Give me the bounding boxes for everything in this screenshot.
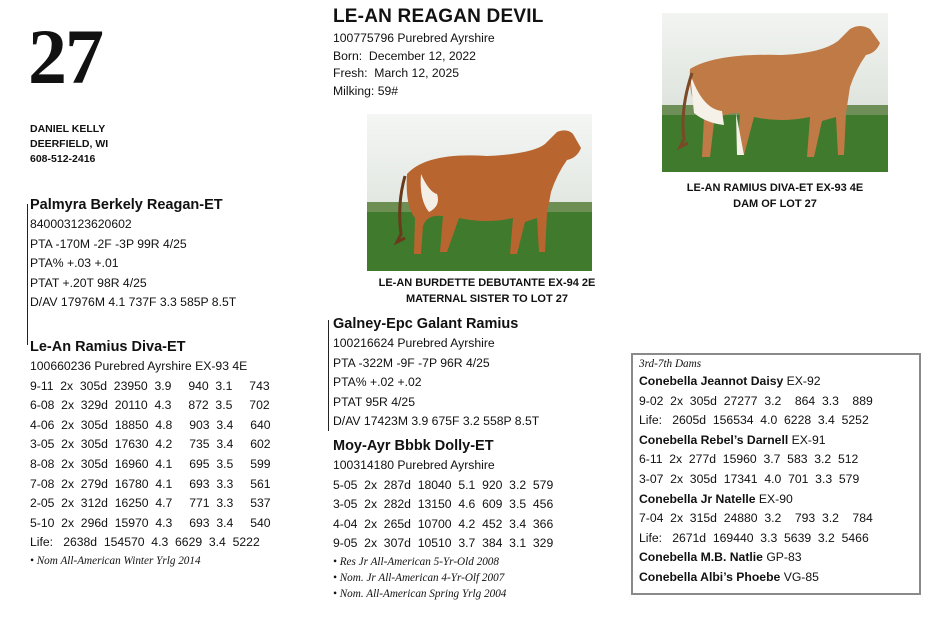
dam-entry-name bbox=[639, 548, 873, 568]
dam-record: 8-08 2x 305d 16960 4.1 695 3.5 599 bbox=[30, 456, 271, 471]
dams-box bbox=[631, 353, 921, 595]
dam-entry-record: Life: 2605d 156534 4.0 6228 3.4 5252 bbox=[639, 413, 869, 428]
granddam-note: • Nom. All-American Spring Yrlg 2004 bbox=[333, 588, 507, 601]
granddam-record: 9-05 2x 307d 10510 3.7 384 3.1 329 bbox=[333, 536, 554, 551]
granddam-record: 3-05 2x 282d 13150 4.6 609 3.5 456 bbox=[333, 497, 554, 512]
granddam-record: 4-04 2x 265d 10700 4.2 452 3.4 366 bbox=[333, 516, 554, 531]
dam-record: 5-10 2x 296d 15970 4.3 693 3.4 540 bbox=[30, 515, 271, 530]
granddam-note: • Res Jr All-American 5-Yr-Old 2008 bbox=[333, 555, 499, 568]
grandsire-line: D/AV 17423M 3.9 675F 3.2 558P 8.5T bbox=[333, 414, 540, 429]
dam-entry-name bbox=[639, 490, 873, 510]
granddam-record: 5-05 2x 287d 18040 5.1 920 3.2 579 bbox=[333, 477, 554, 492]
dam-line: 100660236 Purebred Ayrshire EX-93 4E bbox=[30, 359, 248, 373]
dam-entry-title: Conebella Albi’s Phoebe bbox=[639, 569, 781, 584]
dam-entry-grade: EX-91 bbox=[791, 432, 826, 447]
dam-name: Le-An Ramius Diva-ET bbox=[30, 339, 186, 355]
dam-entry-record: 7-04 2x 315d 24880 3.2 793 3.2 784 bbox=[639, 511, 873, 526]
dam-entry-name bbox=[639, 431, 873, 451]
sire-line: PTAT +.20T 98R 4/25 bbox=[30, 275, 147, 290]
dam-entry-record: 6-11 2x 277d 15960 3.7 583 3.2 512 bbox=[639, 452, 859, 467]
dam-entry-name bbox=[639, 372, 873, 392]
consignor-phone: 608-512-2416 bbox=[30, 153, 96, 165]
sire-line: 840003123620602 bbox=[30, 217, 132, 231]
dam-caption-line: LE-AN RAMIUS DIVA-ET EX-93 4E bbox=[686, 182, 864, 194]
dam-lifetime: Life: 2638d 154570 4.3 6629 3.4 5222 bbox=[30, 535, 260, 550]
sire-block bbox=[30, 195, 236, 313]
dam-entry-record: 3-07 2x 305d 17341 4.0 701 3.3 579 bbox=[639, 471, 860, 486]
sire-line: D/AV 17976M 4.1 737F 3.3 585P 8.5T bbox=[30, 295, 237, 310]
animal-milking: Milking: 59# bbox=[333, 83, 399, 98]
sister-caption-line: MATERNAL SISTER TO LOT 27 bbox=[406, 293, 568, 305]
dam-entry-record: 9-02 2x 305d 27277 3.2 864 3.3 889 bbox=[639, 393, 873, 408]
dam-entry-title: Conebella M.B. Natlie bbox=[639, 550, 763, 565]
dam-entry-title: Conebella Jr Natelle bbox=[639, 491, 756, 506]
dam-entry-grade: GP-83 bbox=[766, 550, 802, 565]
lot-number: 27 bbox=[28, 13, 102, 100]
grandsire-line: 100216624 Purebred Ayrshire bbox=[333, 336, 495, 350]
cow-photo-illustration bbox=[367, 114, 592, 271]
granddam-note: • Nom. Jr All-American 4-Yr-Olf 2007 bbox=[333, 572, 505, 585]
granddam-block bbox=[333, 436, 553, 603]
dam-entry-name bbox=[639, 568, 873, 588]
animal-details bbox=[333, 30, 495, 100]
dam-caption-line: DAM OF LOT 27 bbox=[733, 198, 817, 210]
consignor-name: DANIEL KELLY bbox=[30, 123, 106, 135]
dam-photo bbox=[662, 13, 888, 172]
animal-reg: 100775796 Purebred Ayrshire bbox=[333, 31, 495, 45]
sister-caption bbox=[367, 275, 607, 307]
dam-block bbox=[30, 337, 271, 569]
granddam-name: Moy-Ayr Bbbk Dolly-ET bbox=[333, 438, 494, 454]
dam-entry-grade: EX-92 bbox=[786, 374, 821, 388]
sire-line: PTA% +.03 +.01 bbox=[30, 256, 119, 271]
dam-record: 3-05 2x 305d 17630 4.2 735 3.4 602 bbox=[30, 437, 271, 452]
dam-entry-record: Life: 2671d 169440 3.3 5639 3.2 5466 bbox=[639, 530, 869, 545]
consignor-info bbox=[30, 122, 108, 167]
animal-name: LE-AN REAGAN DEVIL bbox=[333, 6, 544, 27]
grandsire-name: Galney-Epc Galant Ramius bbox=[333, 316, 519, 332]
grandsire-block bbox=[333, 314, 539, 432]
dam-entry-grade: EX-90 bbox=[758, 491, 793, 506]
dam-entry-title: Conebella Jeannot Daisy bbox=[639, 374, 784, 388]
dam-record: 6-08 2x 329d 20110 4.3 872 3.5 702 bbox=[30, 398, 270, 413]
animal-fresh: Fresh: March 12, 2025 bbox=[333, 66, 459, 80]
consignor-location: DEERFIELD, WI bbox=[30, 138, 109, 150]
grandsire-line: PTAT 95R 4/25 bbox=[333, 394, 415, 409]
grandsire-line: PTA -322M -9F -7P 96R 4/25 bbox=[333, 355, 490, 370]
pedigree-bar-sire bbox=[27, 204, 28, 345]
animal-born: Born: December 12, 2022 bbox=[333, 48, 476, 63]
dam-record: 9-11 2x 305d 23950 3.9 940 3.1 743 bbox=[30, 378, 270, 393]
dams-box-heading: 3rd-7th Dams bbox=[639, 358, 702, 370]
grandsire-line: PTA% +.02 +.02 bbox=[333, 375, 422, 390]
cow-photo-illustration bbox=[662, 13, 888, 172]
dam-note: • Nom All-American Winter Yrlg 2014 bbox=[30, 554, 201, 567]
sire-name: Palmyra Berkely Reagan-ET bbox=[30, 197, 223, 213]
dam-record: 7-08 2x 279d 16780 4.1 693 3.3 561 bbox=[30, 476, 271, 491]
sire-line: PTA -170M -2F -3P 99R 4/25 bbox=[30, 236, 187, 251]
pedigree-bar-grandsire bbox=[328, 320, 329, 431]
granddam-line: 100314180 Purebred Ayrshire bbox=[333, 458, 495, 472]
dam-caption bbox=[662, 180, 888, 212]
sister-photo bbox=[367, 114, 592, 271]
dam-entry-grade: VG-85 bbox=[783, 569, 819, 584]
dam-entry-title: Conebella Rebel’s Darnell bbox=[639, 432, 789, 447]
dam-record: 4-06 2x 305d 18850 4.8 903 3.4 640 bbox=[30, 417, 271, 432]
sister-caption-line: LE-AN BURDETTE DEBUTANTE EX-94 2E bbox=[378, 277, 596, 289]
dam-record: 2-05 2x 312d 16250 4.7 771 3.3 537 bbox=[30, 496, 271, 511]
